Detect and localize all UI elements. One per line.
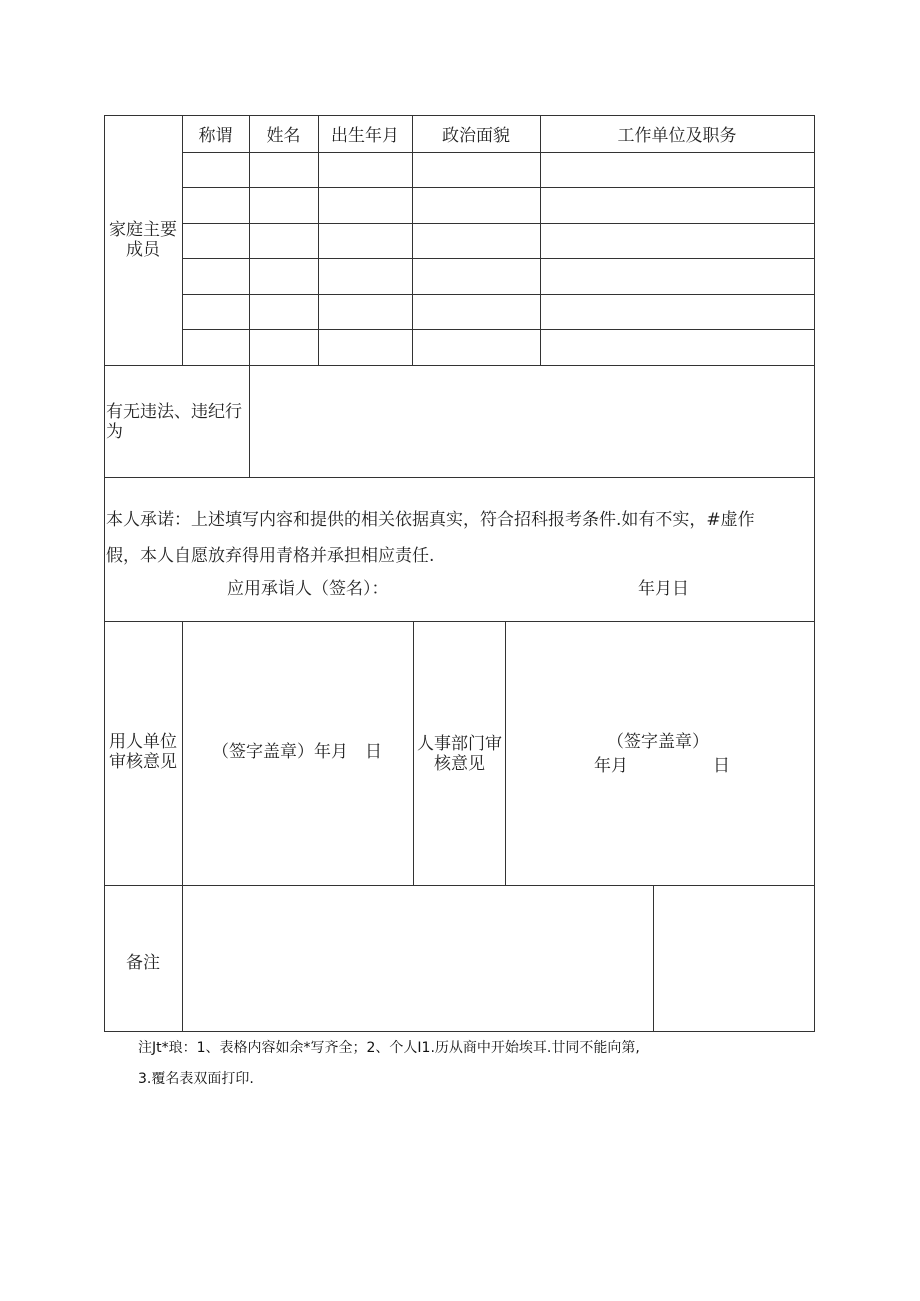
notes-line-2: 3.覆名表双面打印.: [138, 1071, 254, 1087]
header-birth-date: 出生年月: [331, 126, 399, 146]
family-row-2[interactable]: [183, 188, 814, 223]
header-political-status: 政治面貌: [442, 126, 510, 146]
header-name: 姓名: [266, 126, 301, 146]
hr-date-text: 年月 日: [594, 756, 730, 776]
pledge-line-1: 本人承诺：上述填写内容和提供的相关依据真实，符合招科报考条件.如有不实，#虚作: [106, 510, 755, 530]
table-border-right: [814, 115, 815, 1032]
section-line: [104, 477, 815, 478]
violation-input[interactable]: [250, 366, 814, 477]
header-employer-position: 工作单位及职务: [617, 126, 737, 146]
violation-label: 有无违法、违纪行为: [106, 402, 242, 442]
registration-form: [104, 115, 815, 1032]
family-row-6[interactable]: [183, 330, 814, 365]
remarks-input[interactable]: [183, 886, 653, 1031]
signer-label: 应用承诣人（签名）：: [227, 579, 389, 599]
remarks-label: 备注: [126, 952, 160, 973]
family-row-3[interactable]: [183, 224, 814, 258]
family-row-1[interactable]: [183, 153, 814, 187]
employer-seal-text: （签字盖章）年月 日: [212, 742, 382, 762]
remarks-extra[interactable]: [654, 886, 814, 1031]
pledge-date: 年月日: [638, 579, 689, 599]
employer-review-label: 用人单位审核意见: [109, 732, 177, 772]
header-relation: 称谓: [198, 126, 233, 146]
hr-review-label: 人事部门审核意见: [417, 734, 502, 774]
family-row-4[interactable]: [183, 259, 814, 294]
table-border-bottom: [104, 1031, 815, 1032]
hr-review-area[interactable]: [506, 622, 814, 885]
family-members-label: 家庭主要成员: [109, 220, 177, 260]
family-row-5[interactable]: [183, 295, 814, 329]
hr-seal-text: （签字盖章）: [607, 732, 709, 752]
pledge-line-2: 假，本人自愿放弃得用青格并承担相应责任.: [106, 546, 435, 566]
notes-line-1: 注Jt*琅：1、表格内容如余*写齐全；2、个人I1.历从商中开始埃耳.廿同不能向第,: [138, 1040, 640, 1056]
